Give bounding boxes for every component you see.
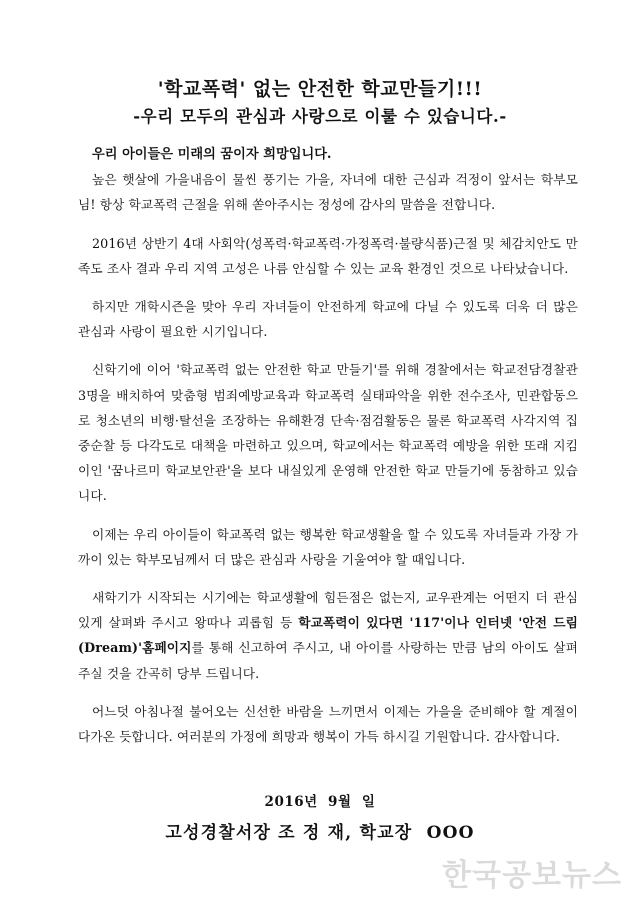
paragraph-report: [78, 585, 578, 686]
paragraph-survey: 2016년 상반기 4대 사회악(성폭력·학교폭력·가정폭력·불량식품)근절 및 체감치안도 만족도 조사 결과 우리 지역 고성은 나름 안심할 수 있는 교육 환경인 것으로 나타났습니다.: [78, 235, 578, 276]
letter-body: [78, 142, 578, 762]
paragraph-police-measures: 신학기에 이어 '학교폭력 없는 안전한 학교 만들기'를 위해 경찰에서는 학교전담경찰관 3명을 배치하여 맞춤형 범죄예방교육과 학교폭력 실태파악을 위한 전수조사, 민관합동으로 청소년의 비행·탈선을 조장하는 유해환경 단속·점검활동은 물론 학교폭력 사각지역 집중순찰 등 다각도로 대책을 마련하고 있으며, 학교에서는 학교폭력 예방을 위한 또래 지킴이인 '꿈나르미 학교보안관'을 보다 내실있게 운영해 안전한 학교 만들기에 동참하고 있습니다.: [78, 362, 578, 504]
report-text-part2: 를 통해 신고하여 주시고, 내 아이를 사랑하는 만큼 남의 아이도 살펴 주실 것을 간곡히 당부 드립니다.: [78, 640, 578, 681]
lead-sentence: 우리 아이들은 미래의 꿈이자 희망입니다.: [92, 147, 332, 162]
document-date: 2016년 9월 일: [264, 794, 376, 810]
watermark-logo: 한국공보뉴스: [442, 858, 622, 893]
paragraph-school-season: 하지만 개학시즌을 맞아 우리 자녀들이 안전하게 학교에 다닐 수 있도록 더욱 더 많은 관심과 사랑이 필요한 시기입니다.: [78, 299, 578, 340]
paragraph-parents-role: 이제는 우리 아이들이 학교폭력 없는 행복한 학교생활을 할 수 있도록 자녀들과 가장 가까이 있는 학부모님께서 더 많은 관심과 사랑을 기울여야 할 때입니다.: [78, 526, 578, 567]
document-subtitle: -우리 모두의 관심과 사랑으로 이룰 수 있습니다.-: [133, 107, 507, 126]
report-text-part1: 새학기가 시작되는 시기에는 학교생활에 힘든점은 없는지, 교우관계는 어떤지 더 관심있게 살펴봐 주시고 왕따나 괴롭힘 등: [78, 590, 578, 631]
paragraph-greeting: 높은 햇살에 가을내음이 물씬 풍기는 가을, 자녀에 대한 근심과 걱정이 앞서는 학부모님! 항상 학교폭력 근절을 위해 쏟아주시는 정성에 감사의 말씀을 전합니다.: [78, 172, 578, 213]
report-hotline-bold: 학교폭력이 있다면 '117'이나 인터넷 '안전 드림(Dream)'홈페이지: [78, 615, 578, 656]
document-signature: 고성경찰서장 조 정 재, 학교장 OOO: [165, 823, 475, 843]
paragraph-closing: 어느덧 아침나절 불어오는 신선한 바람을 느끼면서 이제는 가을을 준비해야 할 계절이 다가온 듯합니다. 여러분의 가정에 희망과 행복이 가득 하시길 기원합니다. 감사합니다.: [78, 703, 578, 745]
document-title: '학교폭력' 없는 안전한 학교만들기!!!: [157, 78, 483, 100]
